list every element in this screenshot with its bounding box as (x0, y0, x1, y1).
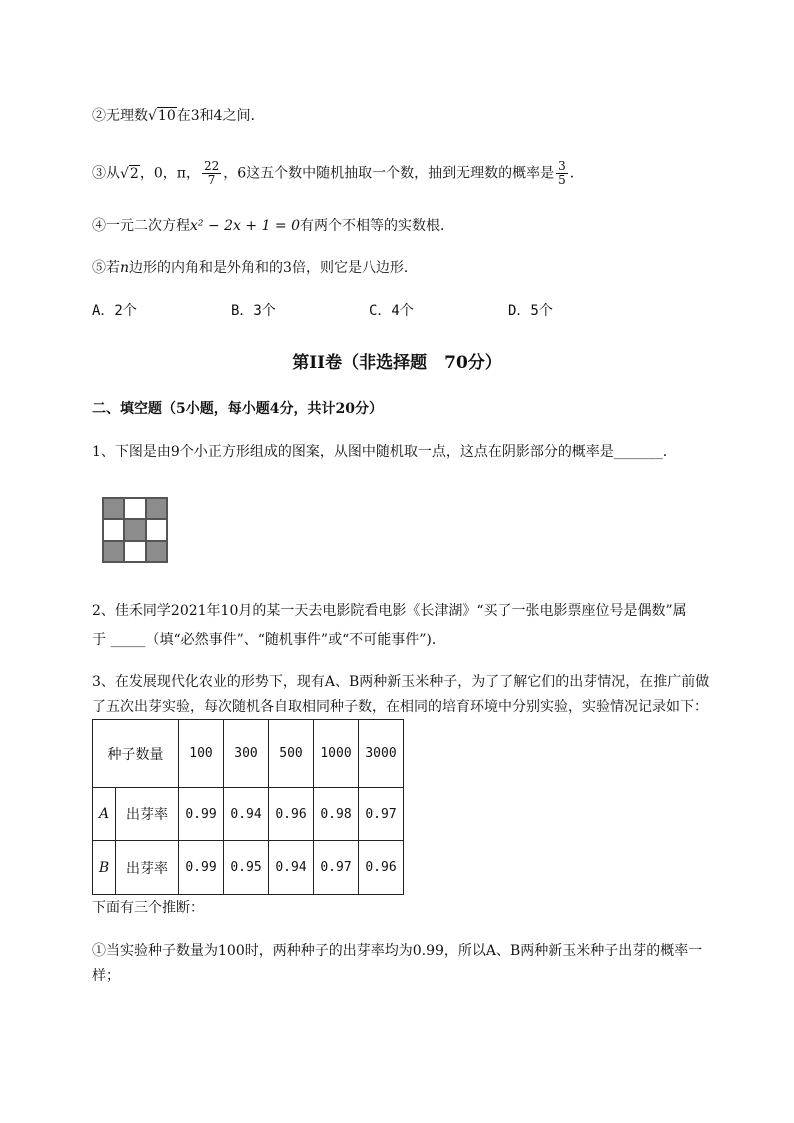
grid-cell-blank (103, 519, 124, 540)
statement-text: ． (569, 165, 584, 182)
statement-text: 无理数 (106, 108, 148, 124)
sqrt-2: √2 (120, 165, 139, 182)
grid-cell-shaded (146, 498, 167, 519)
inference-1-line-1: ①当实验种子数量为100时，两种种子的出芽率均为0.99，所以A、B两种新玉米种子出芽的概率一 (92, 943, 703, 959)
variable-n: n (120, 260, 130, 276)
table-cell: 0.99 (179, 788, 224, 841)
question-2-line-2: 于 _____（填“必然事件”、“随机事件”或“不可能事件”)． (92, 632, 446, 648)
choice-a: A．2个 (92, 303, 137, 319)
statement-marker: ③ (92, 165, 106, 182)
fraction-3-5: $\frac{3}{5}$ (558, 159, 566, 187)
statement-marker: ④ (92, 218, 106, 234)
statement-text: 从 (106, 165, 120, 182)
equation: x² − 2x + 1 = 0 (190, 218, 301, 234)
table-cell: 0.96 (359, 841, 404, 895)
statement-2 (92, 106, 265, 126)
question-3-line-1: 3、在发展现代化农业的形势下，现有A、B两种新玉米种子，为了了解它们的出芽情况，在推广前做 (92, 674, 710, 690)
grid-cell-blank (146, 519, 167, 540)
statement-text: 若 (106, 260, 120, 276)
shaded-grid-figure (102, 497, 168, 563)
question-2-line-1: 2、佳禾同学2021年10月的某一天去电影院看电影《长津湖》“买了一张电影票座位号是偶数”属 (92, 603, 687, 619)
statement-text: 在3和4之间． (176, 108, 265, 124)
table-row-name: B (93, 841, 116, 895)
table-header-cell: 500 (269, 720, 314, 788)
statement-marker: ⑤ (92, 260, 106, 276)
statement-marker: ② (92, 108, 106, 124)
grid-cell-blank (124, 498, 145, 519)
question-3-line-2: 了五次出芽实验，每次随机各自取相同种子数，在相同的培育环境中分别实验，实验情况记录如下： (92, 699, 708, 715)
sqrt-10: √10 (148, 108, 176, 124)
table-cell: 0.97 (359, 788, 404, 841)
table-header-cell: 300 (224, 720, 269, 788)
table-row-label: 出芽率 (116, 788, 179, 841)
statement-text: 有两个不相等的实数根． (300, 218, 455, 234)
table-cell: 0.97 (314, 841, 359, 895)
table-row-name: A (93, 788, 116, 841)
table-row-label: 出芽率 (116, 841, 179, 895)
choice-c: C．4个 (369, 303, 414, 319)
statement-3 (92, 160, 584, 187)
section-title: 二、填空题（5小题，每小题4分，共计20分） (92, 401, 383, 417)
table-cell: 0.99 (179, 841, 224, 895)
table-cell: 0.95 (224, 841, 269, 895)
grid-cell-shaded (124, 519, 145, 540)
inference-1-line-2: 样； (92, 968, 120, 984)
table-cell: 0.94 (269, 841, 314, 895)
grid-cell-shaded (103, 541, 124, 562)
grid-cell-blank (124, 541, 145, 562)
table-row (93, 841, 404, 895)
table-header-row (93, 720, 404, 788)
fraction-22-7: $\frac{22}{7}$ (203, 159, 220, 187)
germination-table (92, 719, 404, 895)
statement-text: 一元二次方程 (106, 218, 190, 234)
statement-text: 边形的内角和是外角和的3倍，则它是八边形． (129, 260, 418, 276)
choice-d: D．5个 (508, 303, 553, 319)
statement-4 (92, 216, 454, 236)
table-header-cell: 1000 (314, 720, 359, 788)
table-row (93, 788, 404, 841)
table-header-label: 种子数量 (93, 720, 179, 788)
part-title: 第II卷（非选择题 70分） (292, 353, 502, 373)
statement-text: ，6这五个数中随机抽取一个数，抽到无理数的概率是 (223, 165, 555, 182)
inferences-intro: 下面有三个推断： (92, 900, 204, 916)
grid-cell-shaded (146, 541, 167, 562)
table-cell: 0.94 (224, 788, 269, 841)
table-header-cell: 100 (179, 720, 224, 788)
choice-b: B．3个 (231, 303, 276, 319)
statement-text: ，0，π， (139, 165, 200, 182)
statement-5 (92, 258, 418, 278)
table-cell: 0.98 (314, 788, 359, 841)
question-1: 1、下图是由9个小正方形组成的图案，从图中随机取一点，这点在阴影部分的概率是_______． (92, 444, 677, 460)
grid-cell-shaded (103, 498, 124, 519)
table-header-cell: 3000 (359, 720, 404, 788)
table-cell: 0.96 (269, 788, 314, 841)
